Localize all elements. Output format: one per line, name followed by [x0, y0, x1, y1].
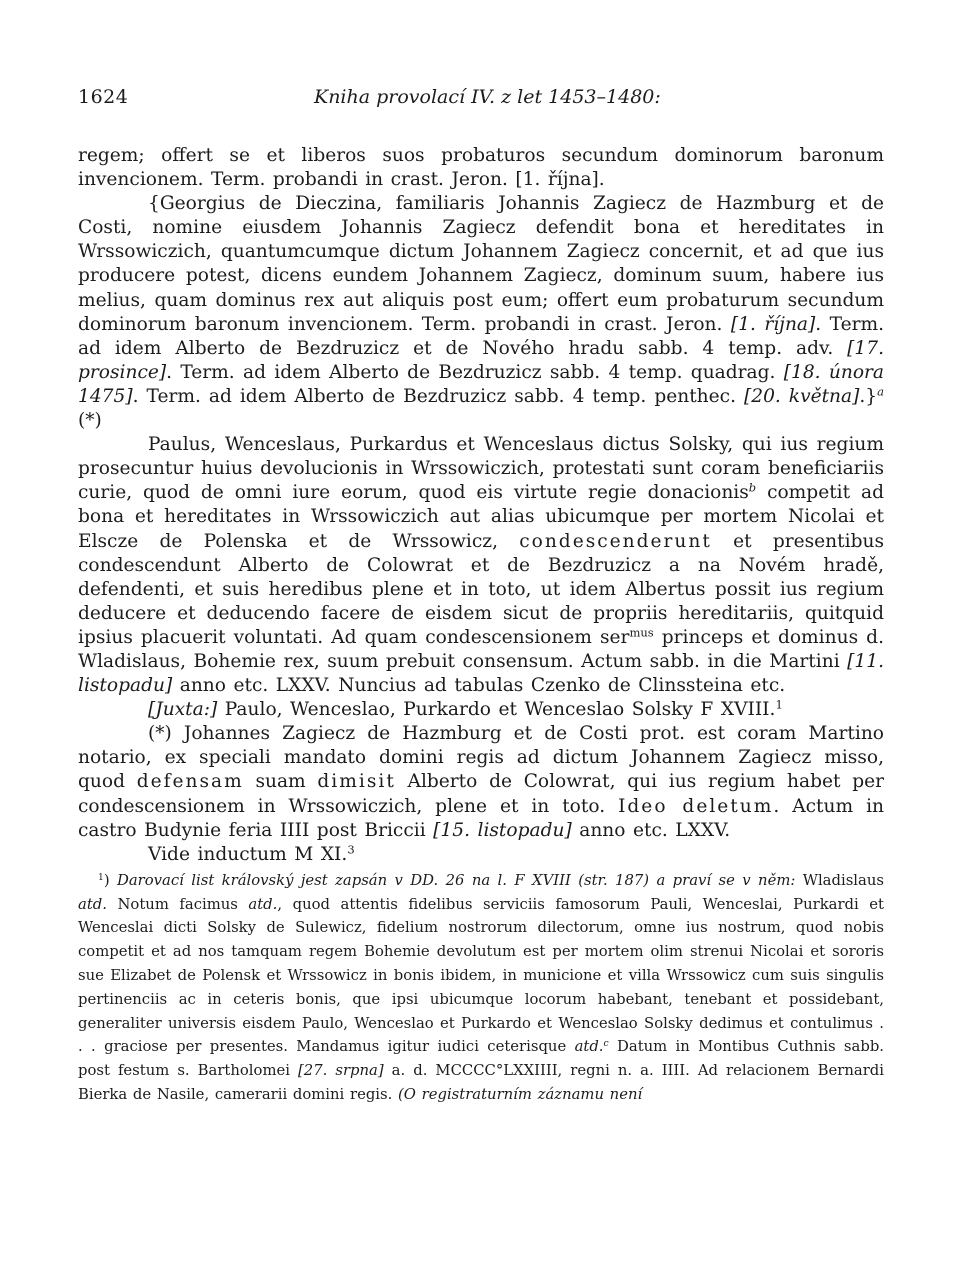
date-gloss: [15. listopadu]	[433, 819, 572, 841]
paragraph-vide	[78, 843, 884, 867]
date-gloss: [17. prosince]	[78, 337, 884, 383]
text-segment: )	[103, 871, 117, 889]
page-header	[78, 86, 884, 116]
text-segment: . Actum in castro Budynie feria IIII post Briccii	[78, 795, 884, 841]
date-gloss: [27. srpna]	[298, 1062, 384, 1080]
editor-note: atd.	[574, 1038, 604, 1056]
text-segment: a. d. MCCCC°LXXIIII, regni n. a. IIII. Ad relacionem Bernardi Bierka de Nasile, camerarii domini regis.	[78, 1062, 885, 1103]
footnote-number: 1	[98, 871, 104, 883]
text-segment: anno etc. LXXV. Nuncius ad tabulas Czenko de Clinssteina etc.	[172, 675, 786, 697]
spaced-word: defensam	[136, 771, 244, 793]
text-segment: anno etc. LXXV.	[571, 819, 731, 841]
text-segment: .}	[859, 385, 878, 407]
paragraph-georgius	[78, 192, 884, 433]
text-segment: (*)	[78, 410, 102, 432]
text-segment: Vide inductum M XI.	[148, 843, 348, 865]
date-gloss: [20. května]	[743, 385, 860, 407]
juxta-label: [Juxta:]	[148, 699, 218, 721]
spaced-word: condescenderunt	[519, 530, 712, 552]
paragraph-juxta	[78, 698, 884, 722]
text-segment: Alberto de Colowrat, qui ius regium habet per condescensionem in Wrssowiczich, plene et in toto.	[78, 771, 884, 817]
footnote	[78, 869, 884, 1107]
editor-note: atd.	[78, 895, 107, 913]
editor-note: Darovací list královský jest zapsán v DD. 26 na l. F XVIII (str. 187) a praví se v něm:	[117, 871, 796, 889]
date-gloss: [1. října]	[730, 313, 816, 335]
text-segment: Paulus, Wenceslaus, Purkardus et Wenceslaus dictus Solsky, qui ius regium prosecuntur huius devolucionis in Wrssowiczich, protestati sunt coram beneficiariis curie, quod de omni iure eorum, quod eis virtute regie donacionis	[78, 434, 884, 504]
paragraph-paulus	[78, 433, 884, 698]
paragraph-continuation: regem; offert se et liberos suos probaturos secundum dominorum baronum invencionem. Term. probandi in crast. Jeron. [1. října].	[78, 145, 884, 191]
date-gloss: [18. února 1475]	[78, 361, 884, 407]
text-segment: , quod attentis fidelibus serviciis famosorum Pauli, Wenceslai, Purkardi et Wenceslai dicti Solsky de Sulewicz, fidelium nostrorum dilectorum, omne ius nostrum, quod nobis competit et ad nos tamquam regem Bohemie devolutum est per mortem olim strenui Nicolai et sororis sue Elizabet de Polensk et Wrssowicz in bonis ibidem, in municione et villa Wrssowicz cum suis singulis pertinenciis ac in ceteris bonis, que ipsi ubicumque locorum habebant, tenebant et possidebant, generaliter universis eisdem Paulo, Wenceslao et Purkardo et Wenceslao Solsky dedimus et contulimus . . . graciose per presentes. Mandamus igitur iudici ceterisque	[78, 895, 884, 1056]
editor-note: atd.	[248, 895, 278, 913]
abbreviation-superscript: mus	[629, 625, 654, 640]
main-text	[78, 144, 884, 867]
spaced-word: dimisit	[317, 771, 396, 793]
text-segment: Wladislaus	[795, 871, 884, 889]
spaced-word: Ideo deletum	[618, 795, 774, 817]
page-number: 1624	[78, 86, 129, 108]
text-segment: {Georgius de Dieczina, familiaris Johannis Zagiecz de Hazmburg et de Costi, nomine eiusdem Johannis Zagiecz defendit bona et hereditates in Wrssowiczich, quantumcumque dictum Johannem Zagiecz concernit, et ad que ius producere potest, dicens eundem Johannem Zagiecz, dominum suum, habere ius melius, quam dominus rex aut aliquis post eum; offert eum probaturum secundum dominorum baronum invencionem. Term. probandi in crast. Jeron.	[78, 193, 884, 335]
footnote-ref: 1	[775, 697, 783, 712]
text-segment: suam	[243, 771, 318, 793]
text-segment: competit ad bona et hereditates in Wrssowiczich aut alias ubicumque per mortem Nicolai et Elscze de Polenska et de Wrssowicz,	[78, 482, 884, 552]
text-segment: princeps et dominus d. Wladislaus, Bohemie rex, suum prebuit consensum. Actum sabb. in die Martini	[78, 626, 884, 672]
note-marker: a	[877, 384, 884, 399]
running-title: Kniha provolací IV. z let 1453–1480:	[314, 86, 661, 108]
page	[78, 86, 884, 1107]
text-segment: et presentibus condescendunt Alberto de Colowrat et de Bezdruzicz a na Novém hradě, defendenti, et suis heredibus plene et in toto, ut idem Albertus possit ius regium deducere et deducendo facere de eisdem sicut de propriis hereditariis, quitquid ipsius placuerit voluntati. Ad quam condescensionem ser	[78, 530, 884, 648]
footnote-ref: 3	[347, 842, 355, 857]
note-marker: b	[748, 480, 757, 495]
text-segment: . Term. ad idem Alberto de Bezdruzicz et de Nového hradu sabb. 4 temp. adv.	[78, 313, 885, 359]
text-segment: . Term. ad idem Alberto de Bezdruzicz sabb. 4 temp. quadrag.	[166, 361, 784, 383]
text-segment: Paulo, Wenceslao, Purkardo et Wenceslao Solsky F XVIII.	[217, 699, 776, 721]
paragraph-johannes	[78, 722, 884, 842]
text-segment: Datum in Montibus Cuthnis sabb. post festum s. Bartholomei	[78, 1038, 884, 1080]
footnote-1	[78, 869, 884, 1107]
editor-note: (O registraturním záznamu není	[398, 1085, 643, 1103]
text-segment: (*) Johannes Zagiecz de Hazmburg et de Costi prot. est coram Martino notario, ex speciali mandato domini regis ad dictum Johannem Zagiecz misso, quod	[78, 723, 884, 793]
text-segment: . Term. ad idem Alberto de Bezdruzicz sabb. 4 temp. penthec.	[132, 385, 744, 407]
text-segment: Notum facimus	[106, 895, 249, 913]
date-gloss: [11. listopadu]	[78, 650, 884, 697]
note-marker: c	[603, 1038, 609, 1050]
